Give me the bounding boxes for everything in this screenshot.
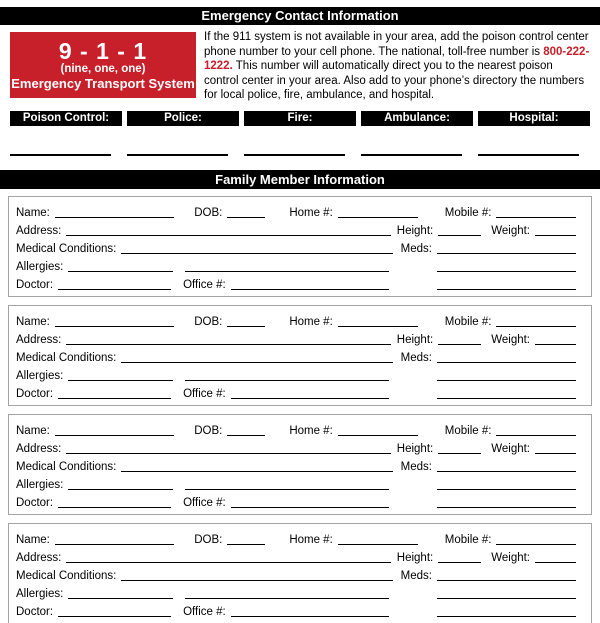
medical-conditions-label: Medical Conditions:	[16, 352, 117, 364]
police-label: Police:	[127, 111, 239, 126]
office-phone-label: Office #:	[183, 497, 226, 509]
home-phone-field[interactable]	[338, 326, 418, 327]
doctor-field[interactable]	[58, 616, 171, 617]
emergency-contacts-fields-row	[10, 154, 590, 156]
address-field[interactable]	[66, 344, 390, 345]
member-row-allergies	[16, 366, 576, 384]
medical-conditions-label: Medical Conditions:	[16, 461, 117, 473]
allergies-field[interactable]	[68, 380, 173, 381]
office-phone-field[interactable]	[231, 289, 389, 290]
dob-label: DOB:	[194, 207, 223, 219]
mobile-phone-label: Mobile #:	[444, 207, 492, 219]
office-phone-label: Office #:	[183, 606, 226, 618]
ambulance-number-field[interactable]	[361, 154, 462, 156]
name-field[interactable]	[55, 435, 174, 436]
meds-field[interactable]	[437, 253, 576, 254]
member-row-name	[16, 203, 576, 221]
name-label: Name:	[16, 207, 50, 219]
meds-continuation-field-1[interactable]	[437, 380, 576, 381]
member-row-medical	[16, 239, 576, 257]
section-header-emergency-contact: Emergency Contact Information	[0, 7, 600, 25]
member-row-address	[16, 221, 576, 239]
instructions-paragraph	[204, 30, 590, 102]
family-member-block	[8, 414, 592, 515]
weight-label: Weight:	[491, 334, 530, 346]
dob-field[interactable]	[227, 544, 265, 545]
height-field[interactable]	[438, 344, 481, 345]
address-field[interactable]	[66, 235, 390, 236]
allergies-label: Allergies:	[16, 479, 64, 491]
allergies-continuation-field[interactable]	[185, 598, 389, 599]
emergency-contacts-labels-row	[10, 111, 590, 126]
address-label: Address:	[16, 443, 62, 455]
height-field[interactable]	[438, 235, 481, 236]
member-row-doctor	[16, 602, 576, 620]
home-phone-label: Home #:	[289, 316, 333, 328]
height-label: Height:	[396, 225, 434, 237]
name-field[interactable]	[55, 217, 174, 218]
meds-label: Meds:	[400, 461, 432, 473]
dob-field[interactable]	[227, 435, 265, 436]
name-label: Name:	[16, 316, 50, 328]
medical-conditions-field[interactable]	[121, 253, 392, 254]
meds-field[interactable]	[437, 580, 576, 581]
medical-conditions-field[interactable]	[121, 580, 392, 581]
hospital-number-field[interactable]	[478, 154, 579, 156]
height-label: Height:	[396, 552, 434, 564]
fire-number-field[interactable]	[244, 154, 345, 156]
address-label: Address:	[16, 225, 62, 237]
mobile-phone-field[interactable]	[496, 217, 576, 218]
name-field[interactable]	[55, 544, 174, 545]
weight-field[interactable]	[535, 235, 576, 236]
meds-continuation-field-1[interactable]	[437, 489, 576, 490]
medical-conditions-field[interactable]	[121, 362, 392, 363]
ambulance-label: Ambulance:	[361, 111, 473, 126]
mobile-phone-label: Mobile #:	[444, 316, 492, 328]
dob-label: DOB:	[194, 425, 223, 437]
member-row-address	[16, 330, 576, 348]
instructions-text-before: If the 911 system is not available in your area, add the poison control center phone number to your cell phone. The national, toll-free number is	[204, 31, 589, 58]
doctor-field[interactable]	[58, 398, 171, 399]
allergies-continuation-field[interactable]	[185, 489, 389, 490]
dob-field[interactable]	[227, 217, 265, 218]
poison-control-label: Poison Control:	[10, 111, 122, 126]
height-label: Height:	[396, 334, 434, 346]
dob-field[interactable]	[227, 326, 265, 327]
height-label: Height:	[396, 443, 434, 455]
member-row-allergies	[16, 584, 576, 602]
home-phone-label: Home #:	[289, 425, 333, 437]
weight-label: Weight:	[491, 225, 530, 237]
911-subtitle: Emergency Transport System	[11, 76, 195, 91]
home-phone-field[interactable]	[338, 544, 418, 545]
doctor-label: Doctor:	[16, 606, 54, 618]
member-row-name	[16, 312, 576, 330]
meds-continuation-field-1[interactable]	[437, 598, 576, 599]
mobile-phone-field[interactable]	[496, 435, 576, 436]
meds-label: Meds:	[400, 243, 432, 255]
address-field[interactable]	[66, 562, 390, 563]
allergies-continuation-field[interactable]	[185, 380, 389, 381]
mobile-phone-label: Mobile #:	[444, 534, 492, 546]
mobile-phone-field[interactable]	[496, 544, 576, 545]
medical-conditions-label: Medical Conditions:	[16, 243, 117, 255]
address-label: Address:	[16, 334, 62, 346]
address-label: Address:	[16, 552, 62, 564]
poison-control-hotline-number: 800-222-1222.	[204, 45, 590, 73]
fire-label: Fire:	[244, 111, 356, 126]
mobile-phone-label: Mobile #:	[444, 425, 492, 437]
member-row-name	[16, 530, 576, 548]
allergies-label: Allergies:	[16, 261, 64, 273]
member-row-allergies	[16, 257, 576, 275]
weight-field[interactable]	[535, 562, 576, 563]
office-phone-label: Office #:	[183, 279, 226, 291]
allergies-field[interactable]	[68, 489, 173, 490]
member-row-address	[16, 439, 576, 457]
height-field[interactable]	[438, 453, 481, 454]
allergies-label: Allergies:	[16, 588, 64, 600]
intro-section	[10, 31, 590, 102]
office-phone-label: Office #:	[183, 388, 226, 400]
police-number-field[interactable]	[127, 154, 228, 156]
family-member-list	[0, 196, 600, 623]
member-row-allergies	[16, 475, 576, 493]
name-field[interactable]	[55, 326, 174, 327]
name-label: Name:	[16, 534, 50, 546]
911-number: 9 - 1 - 1	[58, 38, 148, 64]
member-row-address	[16, 548, 576, 566]
family-member-block	[8, 196, 592, 297]
meds-continuation-field-2[interactable]	[437, 616, 576, 617]
meds-continuation-field-2[interactable]	[437, 507, 576, 508]
911-badge	[10, 32, 196, 98]
meds-continuation-field-2[interactable]	[437, 289, 576, 290]
weight-field[interactable]	[535, 453, 576, 454]
doctor-field[interactable]	[58, 507, 171, 508]
address-field[interactable]	[66, 453, 390, 454]
member-row-doctor	[16, 275, 576, 293]
dob-label: DOB:	[194, 316, 223, 328]
meds-field[interactable]	[437, 362, 576, 363]
doctor-field[interactable]	[58, 289, 171, 290]
member-row-name	[16, 421, 576, 439]
meds-label: Meds:	[400, 570, 432, 582]
home-phone-field[interactable]	[338, 435, 418, 436]
poison-control-number-field[interactable]	[10, 154, 111, 156]
weight-label: Weight:	[491, 443, 530, 455]
office-phone-field[interactable]	[231, 616, 389, 617]
meds-continuation-field-2[interactable]	[437, 398, 576, 399]
member-row-medical	[16, 457, 576, 475]
home-phone-field[interactable]	[338, 217, 418, 218]
office-phone-field[interactable]	[231, 507, 389, 508]
meds-continuation-field-1[interactable]	[437, 271, 576, 272]
allergies-continuation-field[interactable]	[185, 271, 389, 272]
section-header-family-member: Family Member Information	[0, 170, 600, 189]
member-row-medical	[16, 348, 576, 366]
medical-conditions-label: Medical Conditions:	[16, 570, 117, 582]
instructions-text-after: This number will automatically direct you to the nearest poison control center in your area. Also add to your phone’s directory the numbers for local police, fire, ambulance, and hospital.	[204, 60, 585, 102]
medical-conditions-field[interactable]	[121, 471, 392, 472]
hospital-label: Hospital:	[478, 111, 590, 126]
family-member-block	[8, 523, 592, 623]
doctor-label: Doctor:	[16, 497, 54, 509]
allergies-label: Allergies:	[16, 370, 64, 382]
meds-field[interactable]	[437, 471, 576, 472]
home-phone-label: Home #:	[289, 534, 333, 546]
911-pronunciation: (nine, one, one)	[60, 63, 146, 75]
meds-label: Meds:	[400, 352, 432, 364]
home-phone-label: Home #:	[289, 207, 333, 219]
doctor-label: Doctor:	[16, 388, 54, 400]
weight-field[interactable]	[535, 344, 576, 345]
office-phone-field[interactable]	[231, 398, 389, 399]
name-label: Name:	[16, 425, 50, 437]
member-row-medical	[16, 566, 576, 584]
allergies-field[interactable]	[68, 598, 173, 599]
doctor-label: Doctor:	[16, 279, 54, 291]
weight-label: Weight:	[491, 552, 530, 564]
allergies-field[interactable]	[68, 271, 173, 272]
dob-label: DOB:	[194, 534, 223, 546]
height-field[interactable]	[438, 562, 481, 563]
member-row-doctor	[16, 384, 576, 402]
mobile-phone-field[interactable]	[496, 326, 576, 327]
member-row-doctor	[16, 493, 576, 511]
family-member-block	[8, 305, 592, 406]
